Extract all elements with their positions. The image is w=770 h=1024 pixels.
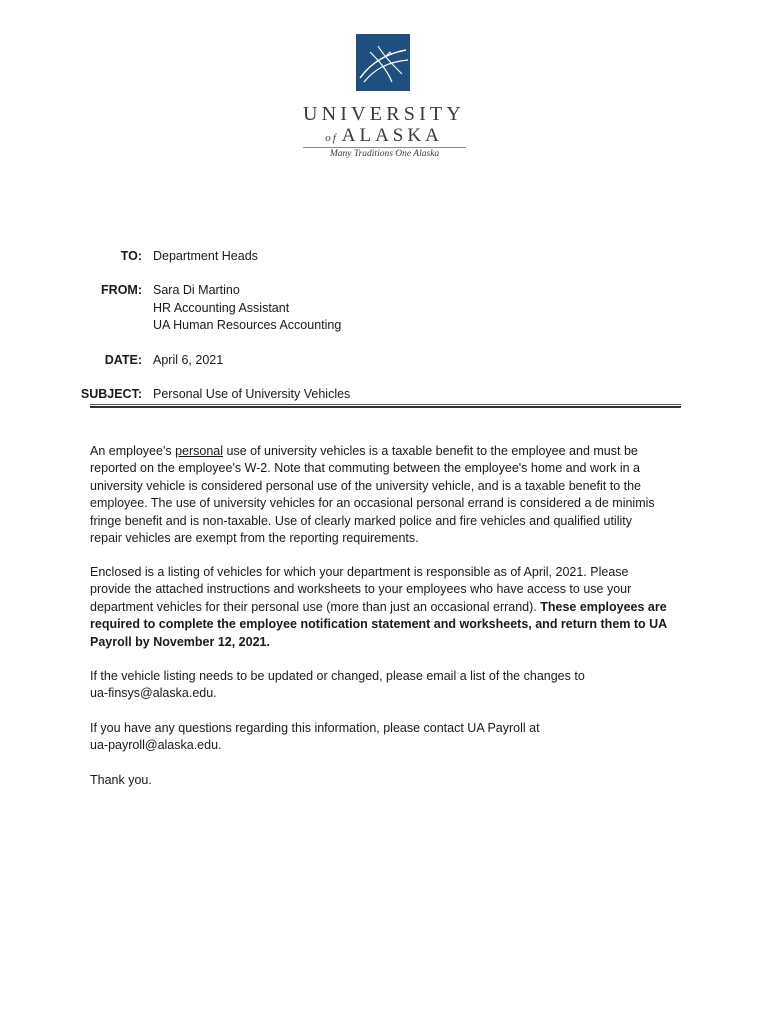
from-label: FROM:	[101, 283, 142, 297]
paragraph-line: If the vehicle listing needs to be updated or changed, please email a list of the changes to	[90, 669, 585, 683]
logo-tagline: Many Traditions One Alaska	[329, 149, 440, 159]
from-department: UA Human Resources Accounting	[153, 318, 342, 332]
paragraph-line-bold: Payroll by November 12, 2021.	[90, 634, 270, 649]
paragraph-line: reported on the employee's W-2. Note that commuting between the employee's home and work in a	[90, 461, 640, 476]
from-title: HR Accounting Assistant	[153, 300, 290, 315]
closing	[90, 772, 690, 789]
logo-of-alaska	[302, 125, 466, 147]
paragraph-line: university vehicle is considered personal use of the university vehicle, and is a taxable benefit to the	[90, 478, 642, 493]
paragraph-2	[90, 564, 690, 651]
paragraph-1	[90, 443, 690, 547]
logo-university-text: UNIVERSITY	[303, 103, 465, 125]
paragraph-line: If you have any questions regarding this information, please contact UA Payroll at	[90, 721, 540, 735]
paragraph-line-bold: required to complete the employee notification statement and worksheets, and return them to UA	[90, 617, 668, 632]
logo-alaska-text: ALASKA	[341, 125, 443, 146]
paragraph-line: fringe benefit and is non-taxable. Use of clearly marked police and fire vehicles and qualified utility	[90, 513, 632, 528]
paragraph-line: Enclosed is a listing of vehicles for which your department is responsible as of April, 2021. Please	[90, 565, 629, 579]
text-run: department vehicles for their personal use (more than just an occasional errand).	[90, 599, 541, 614]
paragraph-line: repair vehicles are exempt from the reporting requirements.	[90, 531, 419, 546]
text-run: use of university vehicles is a taxable benefit to the employee and must be	[223, 444, 638, 458]
text-run: An employee's	[90, 444, 176, 458]
logo-of-text: of	[325, 132, 338, 144]
date-label: DATE:	[104, 353, 142, 367]
paragraph-line	[90, 599, 690, 616]
subject-label: SUBJECT:	[80, 387, 142, 401]
paragraph-line	[90, 443, 690, 460]
subject-value: Personal Use of University Vehicles	[153, 387, 351, 401]
logo-emblem-icon	[356, 34, 410, 91]
header-divider-thick	[90, 406, 681, 408]
from-name: Sara Di Martino	[153, 283, 240, 297]
paragraph-4	[90, 720, 690, 755]
paragraph-3	[90, 668, 690, 703]
underlined-word: personal	[175, 444, 224, 458]
bold-text: These employees are	[540, 599, 667, 614]
payroll-email-link[interactable]: ua-payroll@alaska.edu.	[90, 738, 222, 753]
to-value: Department Heads	[153, 249, 258, 263]
header-divider-thin	[90, 404, 681, 405]
logo-divider	[303, 147, 466, 148]
finsys-email-link[interactable]: ua-finsys@alaska.edu.	[90, 686, 217, 701]
closing-text: Thank you.	[90, 773, 152, 787]
paragraph-line: provide the attached instructions and worksheets to your employees who have access to use your	[90, 582, 632, 597]
paragraph-line: employee. The use of university vehicles for an occasional personal errand is considered a de minimis	[90, 496, 655, 511]
date-value: April 6, 2021	[153, 353, 224, 367]
to-label: TO:	[120, 249, 142, 263]
